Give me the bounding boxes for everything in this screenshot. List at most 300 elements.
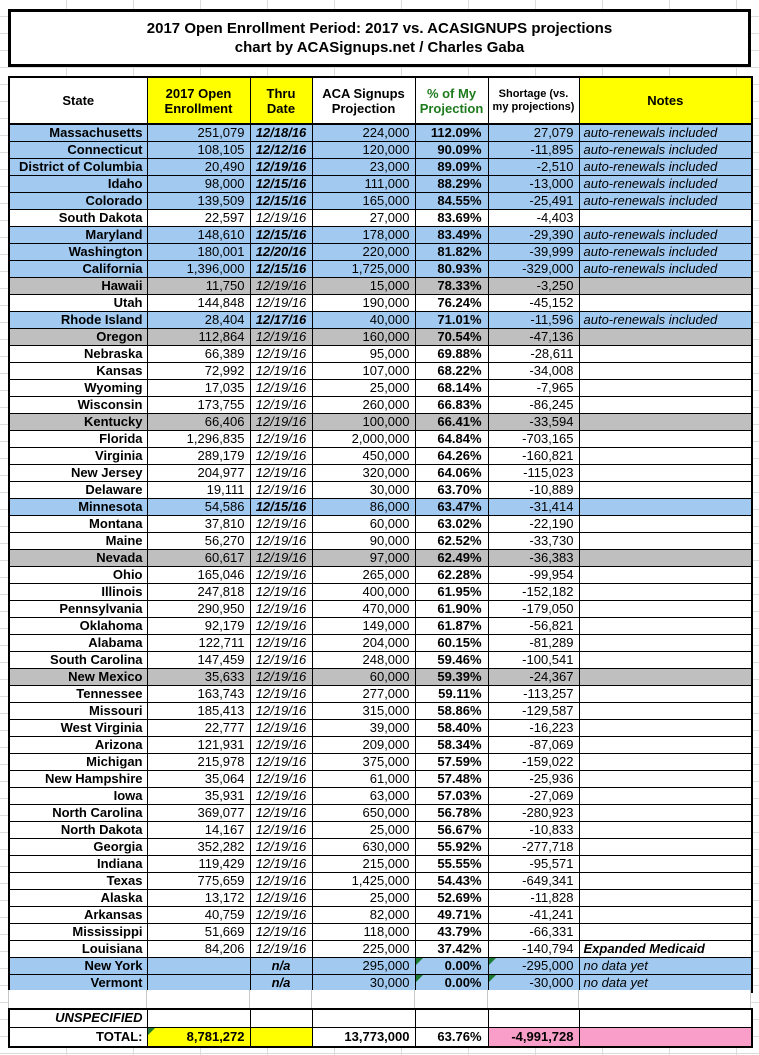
notes-cell: auto-renewals included <box>579 124 752 142</box>
unspecified-enrollment-cell <box>147 1009 250 1027</box>
table-row <box>9 737 752 754</box>
enrollment-cell: 165,046 <box>147 567 250 584</box>
state-name-cell: Alaska <box>9 890 147 907</box>
state-name-cell: Delaware <box>9 482 147 499</box>
thru-date-cell: n/a <box>250 958 312 975</box>
total-thru-cell <box>250 1027 312 1047</box>
unspecified-label: UNSPECIFIED <box>9 1009 147 1027</box>
enrollment-cell: 72,992 <box>147 363 250 380</box>
thru-date-cell: 12/19/16 <box>250 431 312 448</box>
thru-date-cell: 12/19/16 <box>250 839 312 856</box>
percent-cell: 88.29% <box>415 176 488 193</box>
enrollment-cell: 37,810 <box>147 516 250 533</box>
percent-cell: 66.41% <box>415 414 488 431</box>
shortage-cell: -86,245 <box>488 397 579 414</box>
percent-cell: 58.34% <box>415 737 488 754</box>
total-row <box>9 1027 752 1047</box>
projection-cell: 209,000 <box>312 737 415 754</box>
projection-cell: 149,000 <box>312 618 415 635</box>
thru-date-cell: 12/19/16 <box>250 584 312 601</box>
table-row <box>9 958 752 975</box>
percent-cell: 63.47% <box>415 499 488 516</box>
shortage-cell: -66,331 <box>488 924 579 941</box>
notes-cell <box>579 788 752 805</box>
notes-cell <box>579 890 752 907</box>
state-name-cell: Idaho <box>9 176 147 193</box>
percent-cell: 0.00% <box>415 975 488 993</box>
enrollment-cell: 19,111 <box>147 482 250 499</box>
state-name-cell: Minnesota <box>9 499 147 516</box>
state-name-cell: South Carolina <box>9 652 147 669</box>
thru-date-cell: 12/12/16 <box>250 142 312 159</box>
table-row <box>9 856 752 873</box>
notes-cell: auto-renewals included <box>579 227 752 244</box>
column-header-notes: Notes <box>579 77 752 124</box>
notes-cell <box>579 873 752 890</box>
projection-cell: 15,000 <box>312 278 415 295</box>
table-row <box>9 533 752 550</box>
percent-cell: 61.95% <box>415 584 488 601</box>
thru-date-cell: 12/19/16 <box>250 856 312 873</box>
notes-cell <box>579 465 752 482</box>
thru-date-cell: 12/19/16 <box>250 873 312 890</box>
state-name-cell: Georgia <box>9 839 147 856</box>
table-row <box>9 618 752 635</box>
shortage-cell: -11,828 <box>488 890 579 907</box>
percent-cell: 69.88% <box>415 346 488 363</box>
projection-cell: 450,000 <box>312 448 415 465</box>
table-row <box>9 567 752 584</box>
thru-date-cell: 12/18/16 <box>250 124 312 142</box>
table-row <box>9 805 752 822</box>
state-name-cell: Rhode Island <box>9 312 147 329</box>
state-name-cell: Mississippi <box>9 924 147 941</box>
state-name-cell: Iowa <box>9 788 147 805</box>
totals-table <box>8 1008 753 1048</box>
shortage-cell: -95,571 <box>488 856 579 873</box>
state-name-cell: Tennessee <box>9 686 147 703</box>
shortage-cell: -11,895 <box>488 142 579 159</box>
notes-cell <box>579 822 752 839</box>
enrollment-cell: 14,167 <box>147 822 250 839</box>
projection-cell: 220,000 <box>312 244 415 261</box>
enrollment-cell: 119,429 <box>147 856 250 873</box>
table-row <box>9 669 752 686</box>
shortage-cell: -113,257 <box>488 686 579 703</box>
enrollment-cell: 92,179 <box>147 618 250 635</box>
shortage-cell: -2,510 <box>488 159 579 176</box>
thru-date-cell: 12/19/16 <box>250 924 312 941</box>
projection-cell: 40,000 <box>312 312 415 329</box>
notes-cell: auto-renewals included <box>579 244 752 261</box>
percent-cell: 66.83% <box>415 397 488 414</box>
projection-cell: 315,000 <box>312 703 415 720</box>
notes-cell <box>579 499 752 516</box>
shortage-cell: -34,008 <box>488 363 579 380</box>
percent-cell: 84.55% <box>415 193 488 210</box>
enrollment-cell: 163,743 <box>147 686 250 703</box>
enrollment-cell: 251,079 <box>147 124 250 142</box>
notes-cell <box>579 329 752 346</box>
table-row <box>9 448 752 465</box>
table-row <box>9 703 752 720</box>
column-header-percent: % of My Projection <box>415 77 488 124</box>
notes-cell <box>579 839 752 856</box>
table-row <box>9 890 752 907</box>
percent-cell: 59.11% <box>415 686 488 703</box>
projection-cell: 265,000 <box>312 567 415 584</box>
percent-cell: 76.24% <box>415 295 488 312</box>
projection-cell: 320,000 <box>312 465 415 482</box>
shortage-cell: -159,022 <box>488 754 579 771</box>
enrollment-cell: 54,586 <box>147 499 250 516</box>
page-subtitle: chart by ACASignups.net / Charles Gaba <box>234 39 525 56</box>
notes-cell <box>579 431 752 448</box>
notes-cell <box>579 907 752 924</box>
table-row <box>9 312 752 329</box>
shortage-cell: -47,136 <box>488 329 579 346</box>
percent-cell: 37.42% <box>415 941 488 958</box>
notes-cell <box>579 703 752 720</box>
percent-cell: 64.26% <box>415 448 488 465</box>
thru-date-cell: 12/19/16 <box>250 601 312 618</box>
shortage-cell: -30,000 <box>488 975 579 993</box>
state-name-cell: Wyoming <box>9 380 147 397</box>
projection-cell: 204,000 <box>312 635 415 652</box>
projection-cell: 30,000 <box>312 482 415 499</box>
thru-date-cell: 12/19/16 <box>250 788 312 805</box>
notes-cell <box>579 754 752 771</box>
projection-cell: 260,000 <box>312 397 415 414</box>
thru-date-cell: 12/19/16 <box>250 941 312 958</box>
enrollment-cell: 108,105 <box>147 142 250 159</box>
notes-cell <box>579 295 752 312</box>
enrollment-cell: 51,669 <box>147 924 250 941</box>
percent-cell: 89.09% <box>415 159 488 176</box>
state-name-cell: Indiana <box>9 856 147 873</box>
thru-date-cell: 12/19/16 <box>250 278 312 295</box>
enrollment-cell: 215,978 <box>147 754 250 771</box>
enrollment-cell: 11,750 <box>147 278 250 295</box>
shortage-cell: -33,730 <box>488 533 579 550</box>
thru-date-cell: 12/19/16 <box>250 448 312 465</box>
shortage-cell: -10,889 <box>488 482 579 499</box>
table-row <box>9 193 752 210</box>
percent-cell: 0.00% <box>415 958 488 975</box>
notes-cell: no data yet <box>579 958 752 975</box>
percent-cell: 63.02% <box>415 516 488 533</box>
projection-cell: 107,000 <box>312 363 415 380</box>
enrollment-cell: 22,777 <box>147 720 250 737</box>
state-name-cell: Nevada <box>9 550 147 567</box>
percent-cell: 55.55% <box>415 856 488 873</box>
projection-cell: 97,000 <box>312 550 415 567</box>
thru-date-cell: 12/19/16 <box>250 295 312 312</box>
column-header-enrollment: 2017 Open Enrollment <box>147 77 250 124</box>
table-row <box>9 635 752 652</box>
thru-date-cell: 12/19/16 <box>250 907 312 924</box>
shortage-cell: -16,223 <box>488 720 579 737</box>
enrollment-cell: 352,282 <box>147 839 250 856</box>
header-row <box>9 77 752 124</box>
shortage-cell: -29,390 <box>488 227 579 244</box>
thru-date-cell: 12/19/16 <box>250 652 312 669</box>
projection-cell: 90,000 <box>312 533 415 550</box>
shortage-cell: -295,000 <box>488 958 579 975</box>
state-name-cell: Montana <box>9 516 147 533</box>
shortage-cell: -27,069 <box>488 788 579 805</box>
notes-cell <box>579 771 752 788</box>
percent-cell: 58.40% <box>415 720 488 737</box>
state-name-cell: New York <box>9 958 147 975</box>
state-name-cell: Ohio <box>9 567 147 584</box>
notes-cell <box>579 669 752 686</box>
enrollment-cell: 66,406 <box>147 414 250 431</box>
shortage-cell: -703,165 <box>488 431 579 448</box>
enrollment-cell: 35,931 <box>147 788 250 805</box>
table-row <box>9 278 752 295</box>
thru-date-cell: 12/19/16 <box>250 805 312 822</box>
thru-date-cell: 12/19/16 <box>250 754 312 771</box>
projection-cell: 118,000 <box>312 924 415 941</box>
shortage-cell: -25,491 <box>488 193 579 210</box>
state-name-cell: New Jersey <box>9 465 147 482</box>
state-name-cell: Maryland <box>9 227 147 244</box>
thru-date-cell: n/a <box>250 975 312 993</box>
percent-cell: 83.49% <box>415 227 488 244</box>
thru-date-cell: 12/15/16 <box>250 261 312 278</box>
state-name-cell: Louisiana <box>9 941 147 958</box>
thru-date-cell: 12/19/16 <box>250 414 312 431</box>
percent-cell: 112.09% <box>415 124 488 142</box>
shortage-cell: -41,241 <box>488 907 579 924</box>
shortage-cell: -115,023 <box>488 465 579 482</box>
table-row <box>9 295 752 312</box>
state-rows <box>9 124 752 992</box>
enrollment-cell: 139,509 <box>147 193 250 210</box>
thru-date-cell: 12/19/16 <box>250 771 312 788</box>
enrollment-cell: 290,950 <box>147 601 250 618</box>
shortage-cell: -7,965 <box>488 380 579 397</box>
projection-cell: 60,000 <box>312 669 415 686</box>
enrollment-cell: 112,864 <box>147 329 250 346</box>
notes-cell <box>579 737 752 754</box>
percent-cell: 64.84% <box>415 431 488 448</box>
page-title: 2017 Open Enrollment Period: 2017 vs. ACASIGNUPS projections <box>146 20 613 37</box>
table-row <box>9 754 752 771</box>
percent-cell: 62.52% <box>415 533 488 550</box>
total-notes-cell <box>579 1027 752 1047</box>
projection-cell: 190,000 <box>312 295 415 312</box>
table-row <box>9 652 752 669</box>
enrollment-cell: 84,206 <box>147 941 250 958</box>
enrollment-cell: 13,172 <box>147 890 250 907</box>
column-header-thru-date: Thru Date <box>250 77 312 124</box>
notes-cell <box>579 414 752 431</box>
projection-cell: 165,000 <box>312 193 415 210</box>
column-header-shortage: Shortage (vs. my projections) <box>488 77 579 124</box>
table-row <box>9 244 752 261</box>
column-header-projection: ACA Signups Projection <box>312 77 415 124</box>
shortage-cell: -129,587 <box>488 703 579 720</box>
shortage-cell: -277,718 <box>488 839 579 856</box>
unspecified-row <box>9 1009 752 1027</box>
projection-cell: 100,000 <box>312 414 415 431</box>
state-name-cell: Missouri <box>9 703 147 720</box>
total-projection-cell: 13,773,000 <box>312 1027 415 1047</box>
projection-cell: 86,000 <box>312 499 415 516</box>
percent-cell: 78.33% <box>415 278 488 295</box>
notes-cell: auto-renewals included <box>579 176 752 193</box>
table-row <box>9 482 752 499</box>
notes-cell: auto-renewals included <box>579 312 752 329</box>
percent-cell: 56.67% <box>415 822 488 839</box>
notes-cell <box>579 278 752 295</box>
shortage-cell: -36,383 <box>488 550 579 567</box>
thru-date-cell: 12/19/16 <box>250 567 312 584</box>
shortage-cell: -13,000 <box>488 176 579 193</box>
state-name-cell: Arkansas <box>9 907 147 924</box>
thru-date-cell: 12/19/16 <box>250 550 312 567</box>
table-row <box>9 261 752 278</box>
enrollment-cell: 40,759 <box>147 907 250 924</box>
notes-cell <box>579 652 752 669</box>
shortage-cell: -87,069 <box>488 737 579 754</box>
percent-cell: 83.69% <box>415 210 488 227</box>
state-name-cell: Oregon <box>9 329 147 346</box>
projection-cell: 650,000 <box>312 805 415 822</box>
enrollment-table <box>8 76 753 993</box>
shortage-cell: -280,923 <box>488 805 579 822</box>
shortage-cell: -329,000 <box>488 261 579 278</box>
state-name-cell: Pennsylvania <box>9 601 147 618</box>
state-name-cell: Texas <box>9 873 147 890</box>
enrollment-cell: 98,000 <box>147 176 250 193</box>
shortage-cell: -4,403 <box>488 210 579 227</box>
table-row <box>9 380 752 397</box>
thru-date-cell: 12/19/16 <box>250 822 312 839</box>
title-box <box>8 9 751 67</box>
percent-cell: 62.49% <box>415 550 488 567</box>
percent-cell: 43.79% <box>415 924 488 941</box>
projection-cell: 215,000 <box>312 856 415 873</box>
table-row <box>9 363 752 380</box>
unspecified-shortage-cell <box>488 1009 579 1027</box>
table-row <box>9 227 752 244</box>
shortage-cell: -24,367 <box>488 669 579 686</box>
table-header <box>9 77 752 124</box>
shortage-cell: -28,611 <box>488 346 579 363</box>
notes-cell <box>579 397 752 414</box>
projection-cell: 248,000 <box>312 652 415 669</box>
state-name-cell: Vermont <box>9 975 147 993</box>
state-name-cell: Alabama <box>9 635 147 652</box>
enrollment-cell: 66,389 <box>147 346 250 363</box>
enrollment-cell: 1,396,000 <box>147 261 250 278</box>
total-percent-cell: 63.76% <box>415 1027 488 1047</box>
unspecified-notes-cell <box>579 1009 752 1027</box>
shortage-cell: -10,833 <box>488 822 579 839</box>
percent-cell: 60.15% <box>415 635 488 652</box>
table-row <box>9 771 752 788</box>
state-name-cell: Hawaii <box>9 278 147 295</box>
state-name-cell: District of Columbia <box>9 159 147 176</box>
shortage-cell: -100,541 <box>488 652 579 669</box>
projection-cell: 25,000 <box>312 822 415 839</box>
projection-cell: 160,000 <box>312 329 415 346</box>
percent-cell: 70.54% <box>415 329 488 346</box>
enrollment-cell: 35,633 <box>147 669 250 686</box>
enrollment-cell: 1,296,835 <box>147 431 250 448</box>
thru-date-cell: 12/19/16 <box>250 465 312 482</box>
projection-cell: 63,000 <box>312 788 415 805</box>
enrollment-cell: 121,931 <box>147 737 250 754</box>
total-shortage-cell: -4,991,728 <box>488 1027 579 1047</box>
notes-cell <box>579 380 752 397</box>
total-label: TOTAL: <box>9 1027 147 1047</box>
table-row <box>9 397 752 414</box>
projection-cell: 1,725,000 <box>312 261 415 278</box>
notes-cell <box>579 210 752 227</box>
thru-date-cell: 12/20/16 <box>250 244 312 261</box>
state-name-cell: Virginia <box>9 448 147 465</box>
thru-date-cell: 12/15/16 <box>250 227 312 244</box>
thru-date-cell: 12/19/16 <box>250 159 312 176</box>
state-name-cell: Connecticut <box>9 142 147 159</box>
notes-cell <box>579 924 752 941</box>
projection-cell: 1,425,000 <box>312 873 415 890</box>
notes-cell <box>579 346 752 363</box>
state-name-cell: Utah <box>9 295 147 312</box>
enrollment-cell: 144,848 <box>147 295 250 312</box>
percent-cell: 58.86% <box>415 703 488 720</box>
thru-date-cell: 12/15/16 <box>250 193 312 210</box>
enrollment-cell: 247,818 <box>147 584 250 601</box>
percent-cell: 57.03% <box>415 788 488 805</box>
percent-cell: 68.22% <box>415 363 488 380</box>
shortage-cell: -179,050 <box>488 601 579 618</box>
table-row <box>9 346 752 363</box>
percent-cell: 61.90% <box>415 601 488 618</box>
unspecified-thru-cell <box>250 1009 312 1027</box>
projection-cell: 630,000 <box>312 839 415 856</box>
enrollment-cell: 35,064 <box>147 771 250 788</box>
notes-cell: auto-renewals included <box>579 142 752 159</box>
percent-cell: 80.93% <box>415 261 488 278</box>
shortage-cell: -81,289 <box>488 635 579 652</box>
percent-cell: 57.48% <box>415 771 488 788</box>
table-row <box>9 686 752 703</box>
state-name-cell: Kansas <box>9 363 147 380</box>
state-name-cell: North Dakota <box>9 822 147 839</box>
enrollment-cell: 185,413 <box>147 703 250 720</box>
projection-cell: 111,000 <box>312 176 415 193</box>
projection-cell: 27,000 <box>312 210 415 227</box>
thru-date-cell: 12/19/16 <box>250 210 312 227</box>
notes-cell <box>579 567 752 584</box>
notes-cell <box>579 618 752 635</box>
enrollment-cell: 147,459 <box>147 652 250 669</box>
thru-date-cell: 12/19/16 <box>250 380 312 397</box>
table-row <box>9 142 752 159</box>
state-name-cell: Wisconsin <box>9 397 147 414</box>
projection-cell: 30,000 <box>312 975 415 993</box>
projection-cell: 178,000 <box>312 227 415 244</box>
projection-cell: 277,000 <box>312 686 415 703</box>
enrollment-cell: 204,977 <box>147 465 250 482</box>
projection-cell: 25,000 <box>312 890 415 907</box>
percent-cell: 71.01% <box>415 312 488 329</box>
